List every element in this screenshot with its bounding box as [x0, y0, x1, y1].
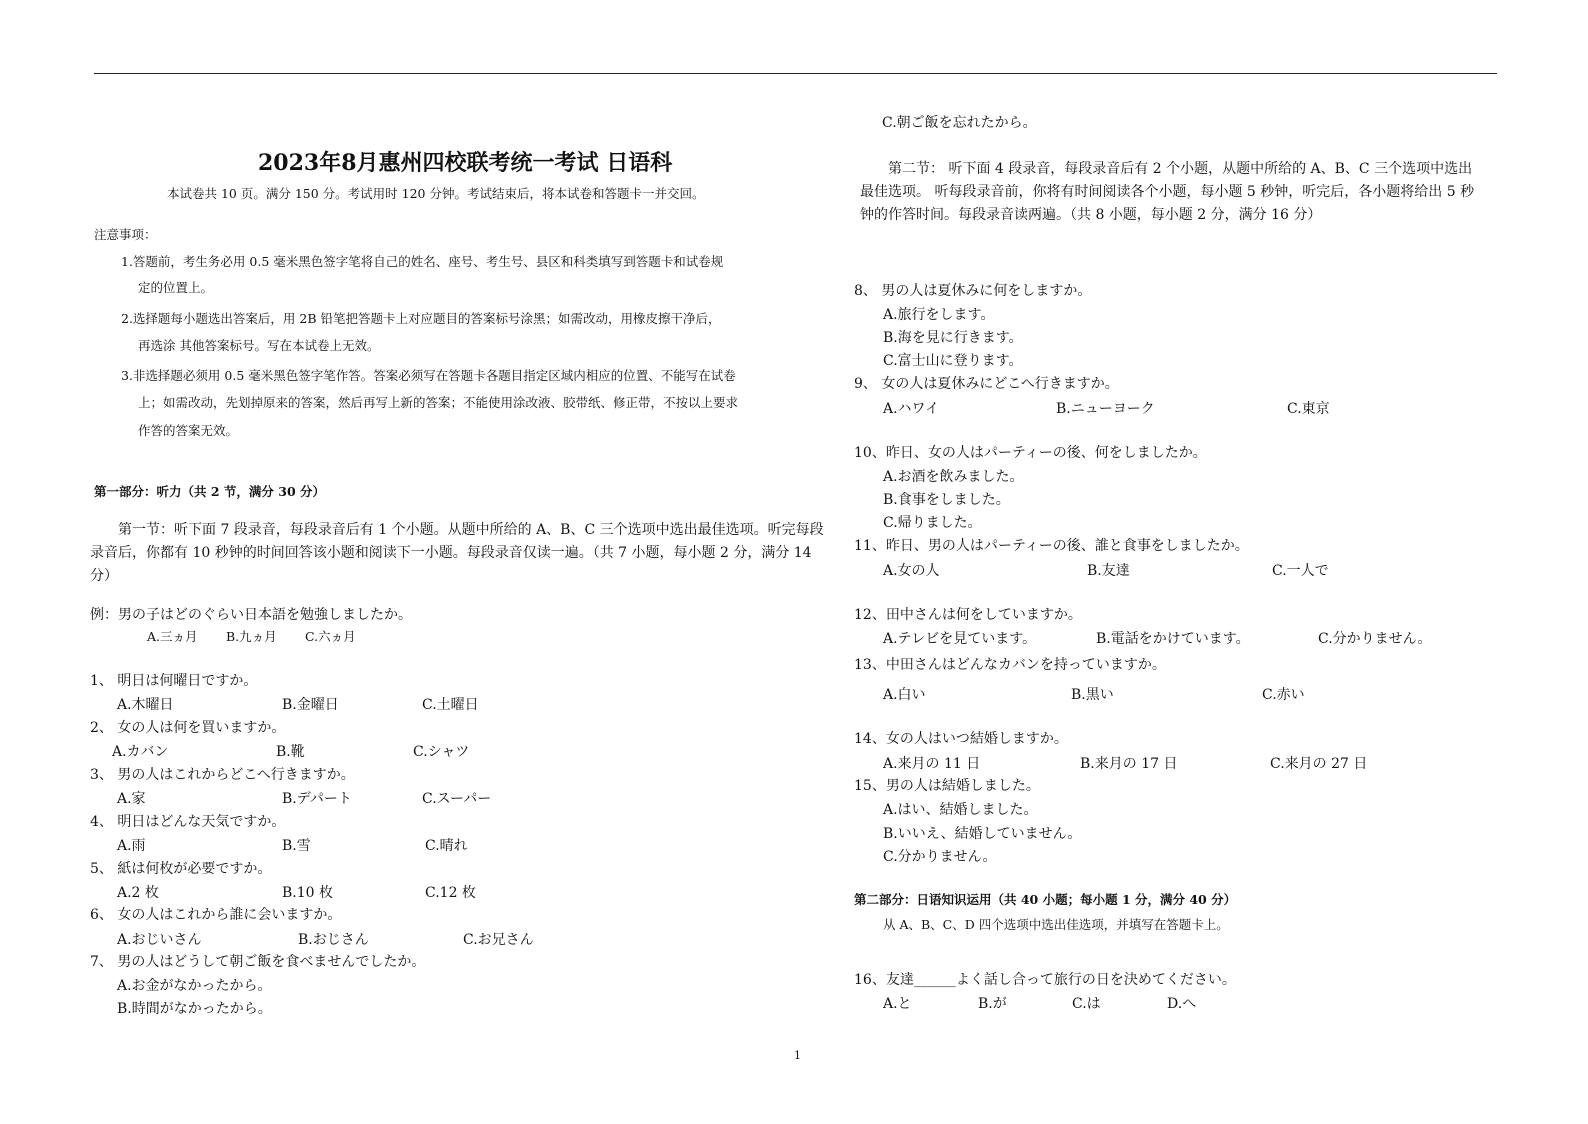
- question-4-option-a: A.雨: [117, 838, 146, 854]
- question-4-option-b: B.雪: [282, 838, 311, 854]
- exam-subtitle: 本试卷共 10 页。满分 150 分。考试用时 120 分钟。考试结束后，将本试卷和答题卡一并交回。: [167, 186, 705, 201]
- question-13: 13、中田さんはどんなカバンを持っていますか。: [854, 657, 1166, 673]
- question-1-option-c: C.土曜日: [422, 697, 479, 713]
- question-16-option-d: D.へ: [1167, 996, 1197, 1012]
- question-14-option-b: B.来月の 17 日: [1080, 756, 1178, 772]
- question-1-option-b: B.金曜日: [282, 697, 339, 713]
- notes-heading: 注意事项：: [94, 227, 157, 242]
- question-7-option-b: B.時間がなかったから。: [117, 1001, 272, 1017]
- question-8-option-a: A.旅行をします。: [883, 307, 995, 323]
- question-11-option-a: A.女の人: [883, 563, 940, 579]
- question-12-option-b: B.電話をかけています。: [1096, 631, 1250, 647]
- question-3-option-b: B.デパート: [282, 791, 352, 807]
- question-2-option-c: C.シャツ: [413, 744, 470, 760]
- question-9-option-a: A.ハワイ: [883, 401, 940, 417]
- question-4: 4、 明日はどんな天気ですか。: [90, 814, 286, 830]
- note-3: 3.非选择题必须用 0.5 毫米黑色签字笔作答。答案必须写在答题卡各题目指定区域内相应的位置、不能写在试卷: [121, 368, 736, 383]
- question-3: 3、 男の人はこれからどこへ行きますか。: [90, 767, 355, 783]
- question-16: 16、友達______よく話し合って旅行の日を決めてください。: [854, 972, 1236, 988]
- example-option-a: A.三ヵ月: [147, 629, 198, 644]
- question-13-option-b: B.黒い: [1071, 687, 1114, 703]
- question-2-option-a: A.カバン: [112, 744, 169, 760]
- question-15-option-a: A.はい、結婚しました。: [883, 802, 1038, 818]
- note-3-cont1: 上；如需改动，先划掉原来的答案，然后再写上新的答案；不能使用涂改液、胶带纸、修正带，不按以上要求: [138, 395, 739, 410]
- question-8-option-b: B.海を見に行きます。: [883, 330, 1023, 346]
- part2-heading: 第二部分：日语知识运用（共 40 小题；每小题 1 分，满分 40 分）: [854, 892, 1237, 907]
- question-3-option-a: A.家: [117, 791, 146, 807]
- note-1-cont: 定的位置上。: [138, 280, 214, 295]
- question-14-option-a: A.来月の 11 日: [883, 756, 981, 772]
- note-2-cont: 再选涂 其他答案标号。写在本试卷上无效。: [138, 338, 380, 353]
- note-3-cont2: 作答的答案无效。: [138, 423, 239, 438]
- question-10: 10、昨日、女の人はパーティーの後、何をしましたか。: [854, 445, 1207, 461]
- question-11-option-b: B.友達: [1087, 563, 1130, 579]
- note-1: 1.答题前，考生务必用 0.5 毫米黑色签字笔将自己的姓名、座号、考生号、县区和科类填写到答题卡和试卷规: [121, 254, 724, 269]
- note-2: 2.选择题每小题选出答案后，用 2B 铅笔把答题卡上对应题目的答案标号涂黑；如需改动，用橡皮擦干净后，: [121, 311, 721, 326]
- question-14-option-c: C.来月の 27 日: [1270, 756, 1368, 772]
- question-9-option-c: C.東京: [1287, 401, 1330, 417]
- example-option-c: C.六ヵ月: [305, 629, 356, 644]
- question-7-option-c: C.朝ご飯を忘れたから。: [882, 115, 1037, 131]
- question-11-option-c: C.一人で: [1272, 563, 1329, 579]
- top-rule: [94, 73, 1497, 74]
- question-8-option-c: C.富士山に登ります。: [883, 353, 1023, 369]
- question-16-option-c: C.は: [1072, 996, 1101, 1012]
- question-15: 15、男の人は結婚しました。: [854, 778, 1040, 794]
- page-number: 1: [794, 1049, 801, 1062]
- question-16-option-b: B.が: [978, 996, 1007, 1012]
- question-11: 11、昨日、男の人はパーティーの後、誰と食事をしましたか。: [854, 538, 1249, 554]
- question-2: 2、 女の人は何を買いますか。: [90, 720, 286, 736]
- example-question: 例：男の子はどのぐらい日本語を勉強しましたか。: [90, 607, 412, 623]
- question-1: 1、 明日は何曜日ですか。: [90, 673, 258, 689]
- question-2-option-b: B.靴: [276, 744, 305, 760]
- question-3-option-c: C.スーパー: [422, 791, 492, 807]
- question-6-option-b: B.おじさん: [298, 932, 369, 948]
- part2-instructions: 从 A、B、C、D 四个选项中选出佳选项，并填写在答题卡上。: [883, 917, 1229, 932]
- question-10-option-c: C.帰りました。: [883, 515, 982, 531]
- question-9: 9、 女の人は夏休みにどこへ行きますか。: [854, 376, 1119, 392]
- question-10-option-b: B.食事をしました。: [883, 492, 1010, 508]
- question-13-option-c: C.赤い: [1262, 687, 1305, 703]
- question-4-option-c: C.晴れ: [425, 838, 468, 854]
- question-9-option-b: B.ニューヨーク: [1056, 401, 1155, 417]
- section2-instructions: 第二节： 听下面 4 段录音，每段录音后有 2 个小题，从题中所给的 A、B、C 三个选项中选出最佳选项。 听每段录音前，你将有时间阅读各个小题，每小题 5 秒钟，听完后，各小题将给出 5 秒钟的作答时间。每段录音读两遍。（共 8 小题，每小题 2 分，满分 16 分）: [860, 161, 1475, 223]
- page-title: 2023年8月惠州四校联考统一考试 日语科: [258, 150, 673, 176]
- question-16-option-a: A.と: [883, 996, 912, 1012]
- question-12: 12、田中さんは何をしていますか。: [854, 607, 1082, 623]
- question-5: 5、 紙は何枚が必要ですか。: [90, 861, 272, 877]
- question-12-option-a: A.テレビを見ています。: [883, 631, 1037, 647]
- part1-heading: 第一部分：听力（共 2 节，满分 30 分）: [94, 484, 326, 499]
- question-15-option-c: C.分かりません。: [883, 849, 997, 865]
- question-5-option-c: C.12 枚: [425, 885, 476, 901]
- question-6: 6、 女の人はこれから誰に会いますか。: [90, 907, 342, 923]
- question-1-option-a: A.木曜日: [117, 697, 174, 713]
- question-7-option-a: A.お金がなかったから。: [117, 978, 272, 994]
- question-14: 14、女の人はいつ結婚しますか。: [854, 731, 1068, 747]
- section1-instructions: 第一节：听下面 7 段录音，每段录音后有 1 个小题。从题中所给的 A、B、C 三个选项中选出最佳选项。听完每段录音后，你都有 10 秒钟的时间回答该小题和阅读下一小题。每段录音仅读一遍。（共 7 小题，每小题 2 分，满分 14 分）: [90, 522, 824, 584]
- question-7: 7、 男の人はどうして朝ご飯を食べませんでしたか。: [90, 954, 426, 970]
- question-6-option-a: A.おじいさん: [117, 932, 202, 948]
- question-10-option-a: A.お酒を飲みました。: [883, 469, 1024, 485]
- question-13-option-a: A.白い: [883, 687, 926, 703]
- question-5-option-b: B.10 枚: [282, 885, 334, 901]
- question-12-option-c: C.分かりません。: [1318, 631, 1432, 647]
- example-option-b: B.九ヵ月: [226, 629, 277, 644]
- question-8: 8、 男の人は夏休みに何をしますか。: [854, 283, 1092, 299]
- question-6-option-c: C.お兄さん: [463, 932, 534, 948]
- question-5-option-a: A.2 枚: [117, 885, 159, 901]
- question-15-option-b: B.いいえ、結婚していません。: [883, 826, 1082, 842]
